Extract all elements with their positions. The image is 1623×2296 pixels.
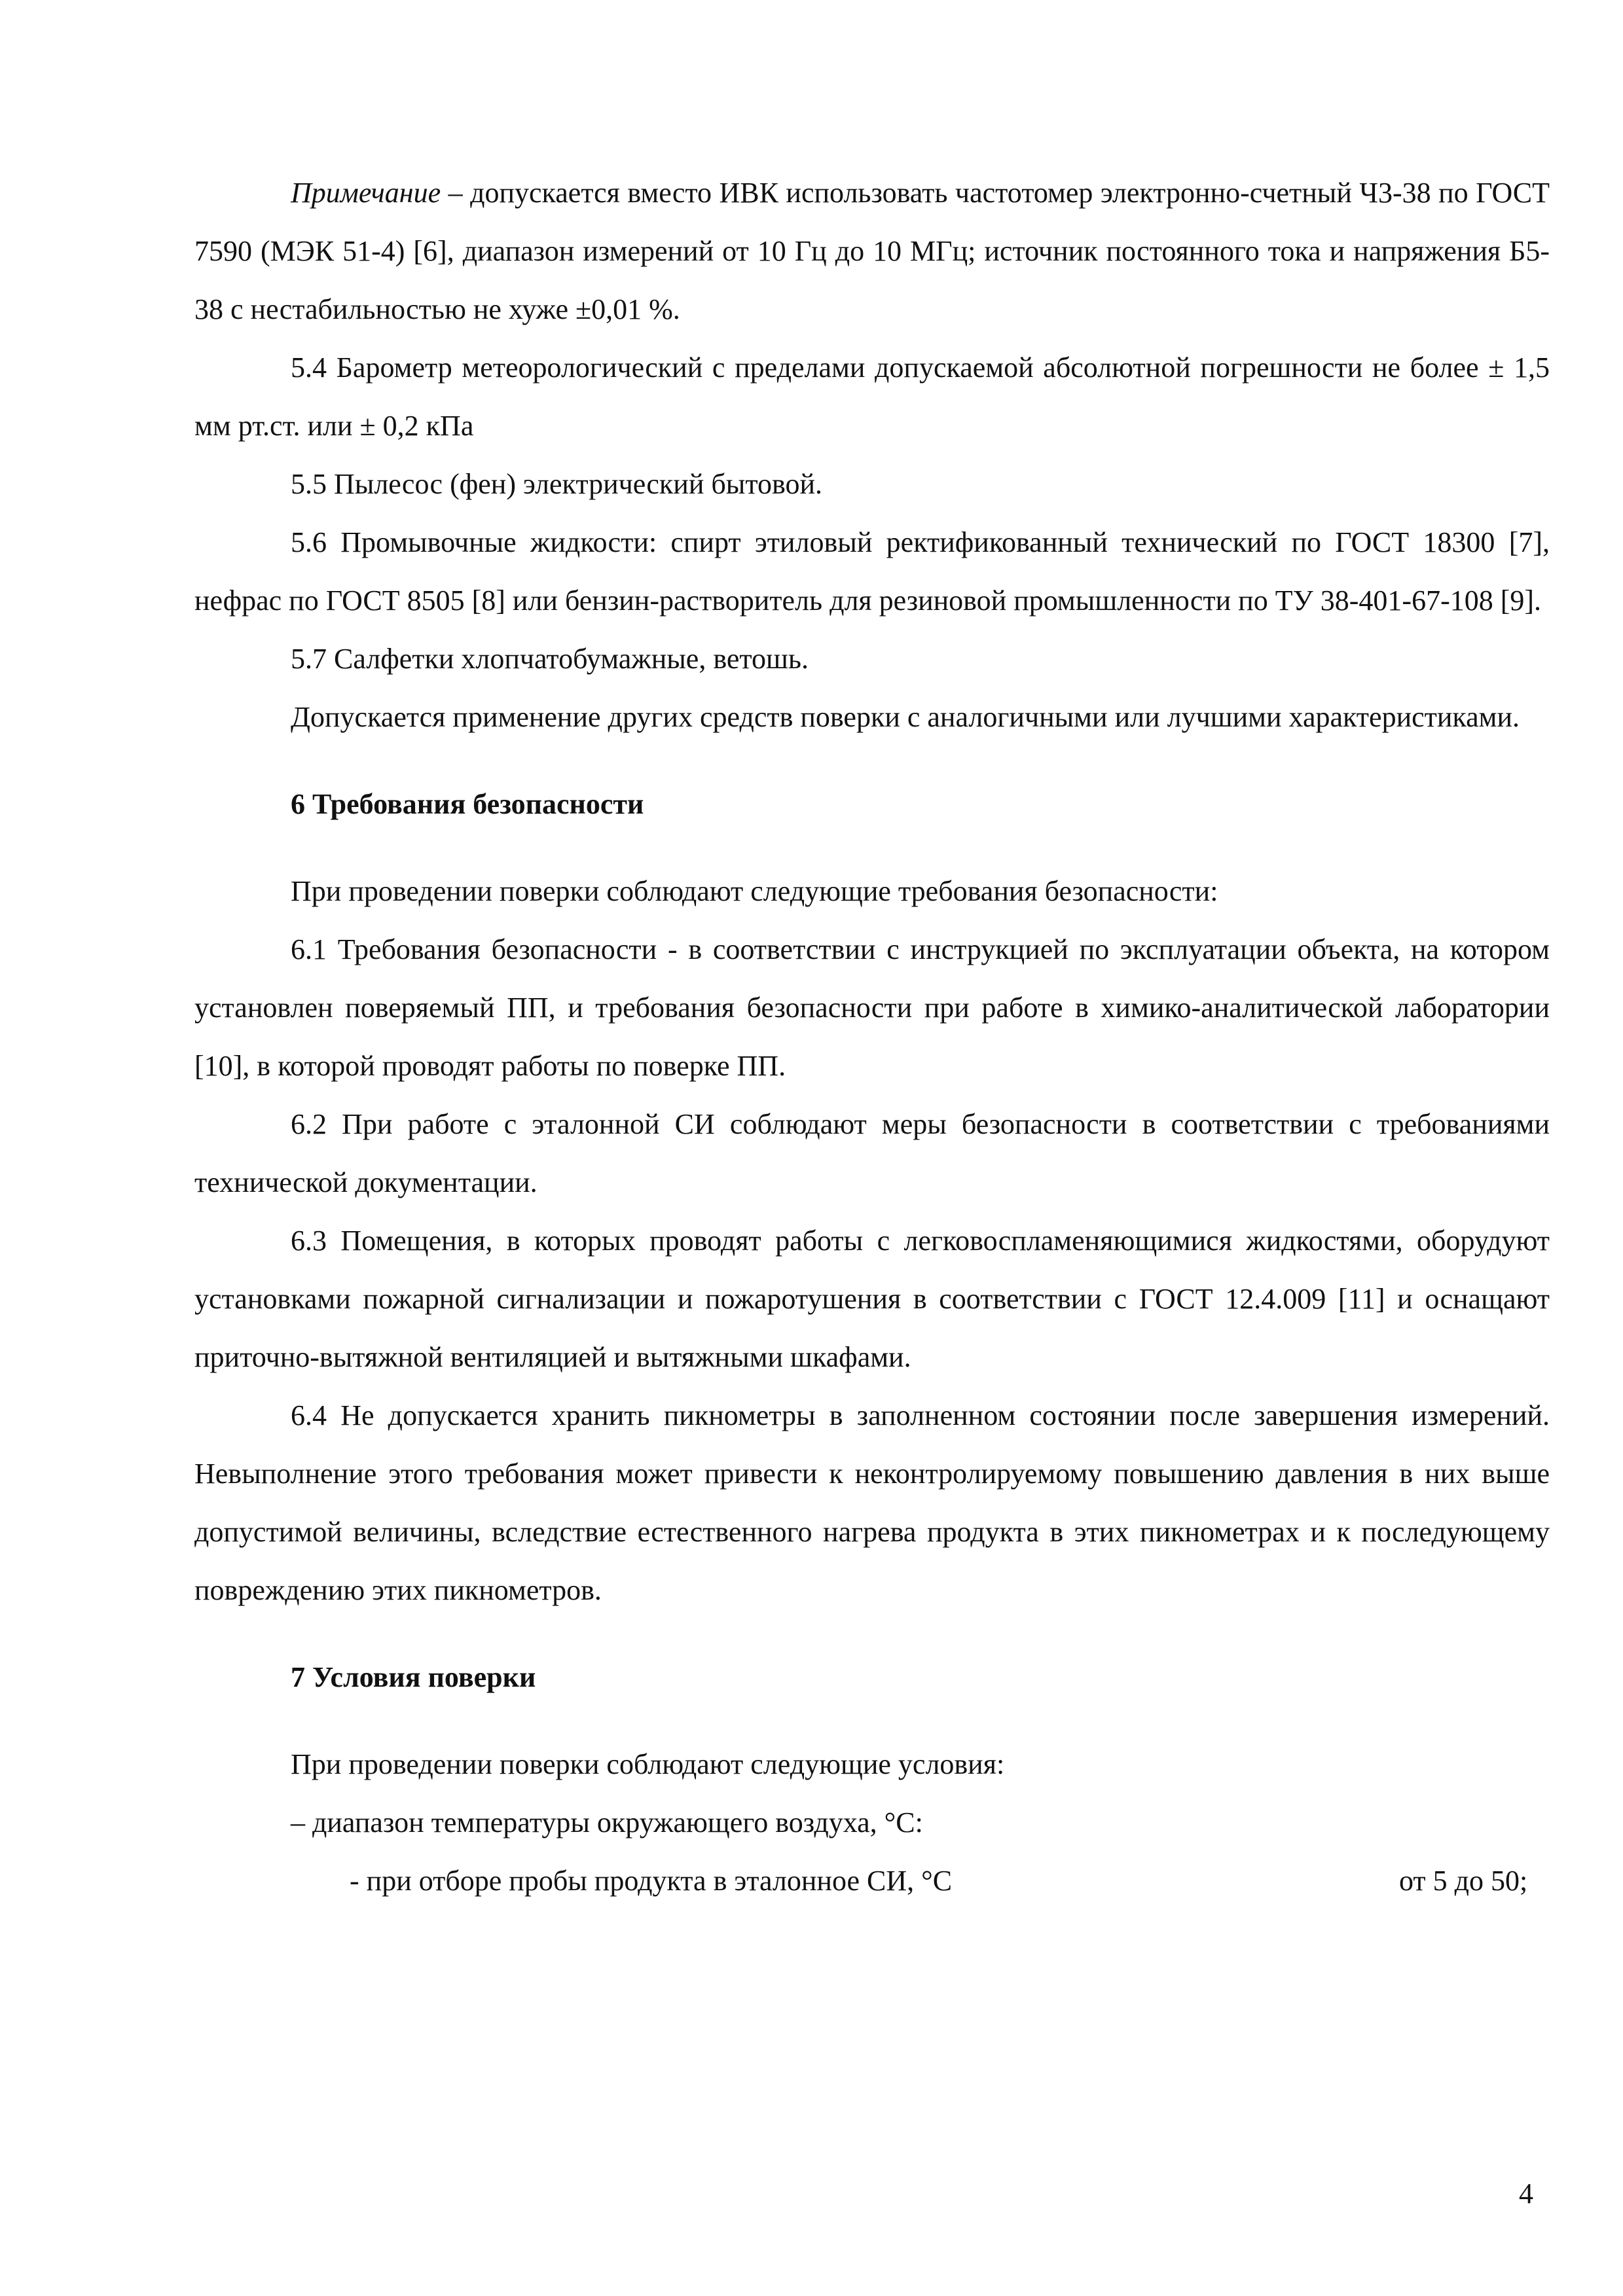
item-6-1: 6.1 Требования безопасности - в соответствии с инструкцией по эксплуатации объекта, на котором установлен поверяемый ПП, и требования безопасности при работе в химико-аналитической лаборатории [10], в которой проводят работы по поверке ПП. xyxy=(194,933,1550,1082)
item-6-2: 6.2 При работе с эталонной СИ соблюдают меры безопасности в соответствии с требованиями технической документации. xyxy=(194,1108,1550,1198)
item-6-3: 6.3 Помещения, в которых проводят работы с легковоспламеняющимися жидкостями, оборудуют установками пожарной сигнализации и пожаротушения в соответствии с ГОСТ 12.4.009 [11] и оснащают приточно-вытяжной вентиляцией и вытяжными шкафами. xyxy=(194,1225,1550,1373)
section-6-intro: При проведении поверки соблюдают следующие требования безопасности: xyxy=(291,875,1218,907)
alternative-tools-note: Допускается применение других средств поверки с аналогичными или лучшими характеристиками. xyxy=(291,701,1520,733)
section-7-intro: При проведении поверки соблюдают следующие условия: xyxy=(291,1748,1005,1780)
page-number: 4 xyxy=(1519,2178,1533,2210)
note-text: – допускается вместо ИВК использовать частотомер электронно-счетный Ч3-38 по ГОСТ 7590 (МЭК 51-4) [6], диапазон измерений от 10 Гц до 10 МГц; источник постоянного тока и напряжения Б5-38 с нестабильностью не хуже ±0,01 %. xyxy=(194,177,1550,325)
note-label: Примечание xyxy=(291,177,441,209)
temperature-range-line: – диапазон температуры окружающего воздуха, °С: xyxy=(291,1806,923,1839)
item-5-7: 5.7 Салфетки хлопчатобумажные, ветошь. xyxy=(291,643,809,675)
item-5-5: 5.5 Пылесос (фен) электрический бытовой. xyxy=(291,468,823,500)
note-paragraph xyxy=(194,164,1550,338)
page-body xyxy=(194,164,1550,1910)
item-6-4: 6.4 Не допускается хранить пикнометры в заполненном состоянии после завершения измерений. Невыполнение этого требования может привести к неконтролируемому повышению давления в них выше допустимой величины, вследствие естественного нагрева продукта в этих пикнометрах и к последующему повреждению этих пикнометров. xyxy=(194,1399,1550,1606)
item-5-4: 5.4 Барометр метеорологический с пределами допускаемой абсолютной погрешности не более ± 1,5 мм рт.ст. или ± 0,2 кПа xyxy=(194,351,1550,442)
sampling-temperature-value: от 5 до 50; xyxy=(1399,1865,1528,1897)
section-7-heading: 7 Условия поверки xyxy=(291,1661,536,1693)
item-5-6: 5.6 Промывочные жидкости: спирт этиловый ректификованный технический по ГОСТ 18300 [7], нефрас по ГОСТ 8505 [8] или бензин-растворитель для резиновой промышленности по ТУ 38-401-67-108 [9]. xyxy=(194,526,1550,617)
sampling-temperature-row xyxy=(194,1852,1550,1910)
section-6-heading: 6 Требования безопасности xyxy=(291,788,644,820)
sampling-temperature-label: - при отборе пробы продукта в эталонное СИ, °С xyxy=(350,1865,953,1897)
